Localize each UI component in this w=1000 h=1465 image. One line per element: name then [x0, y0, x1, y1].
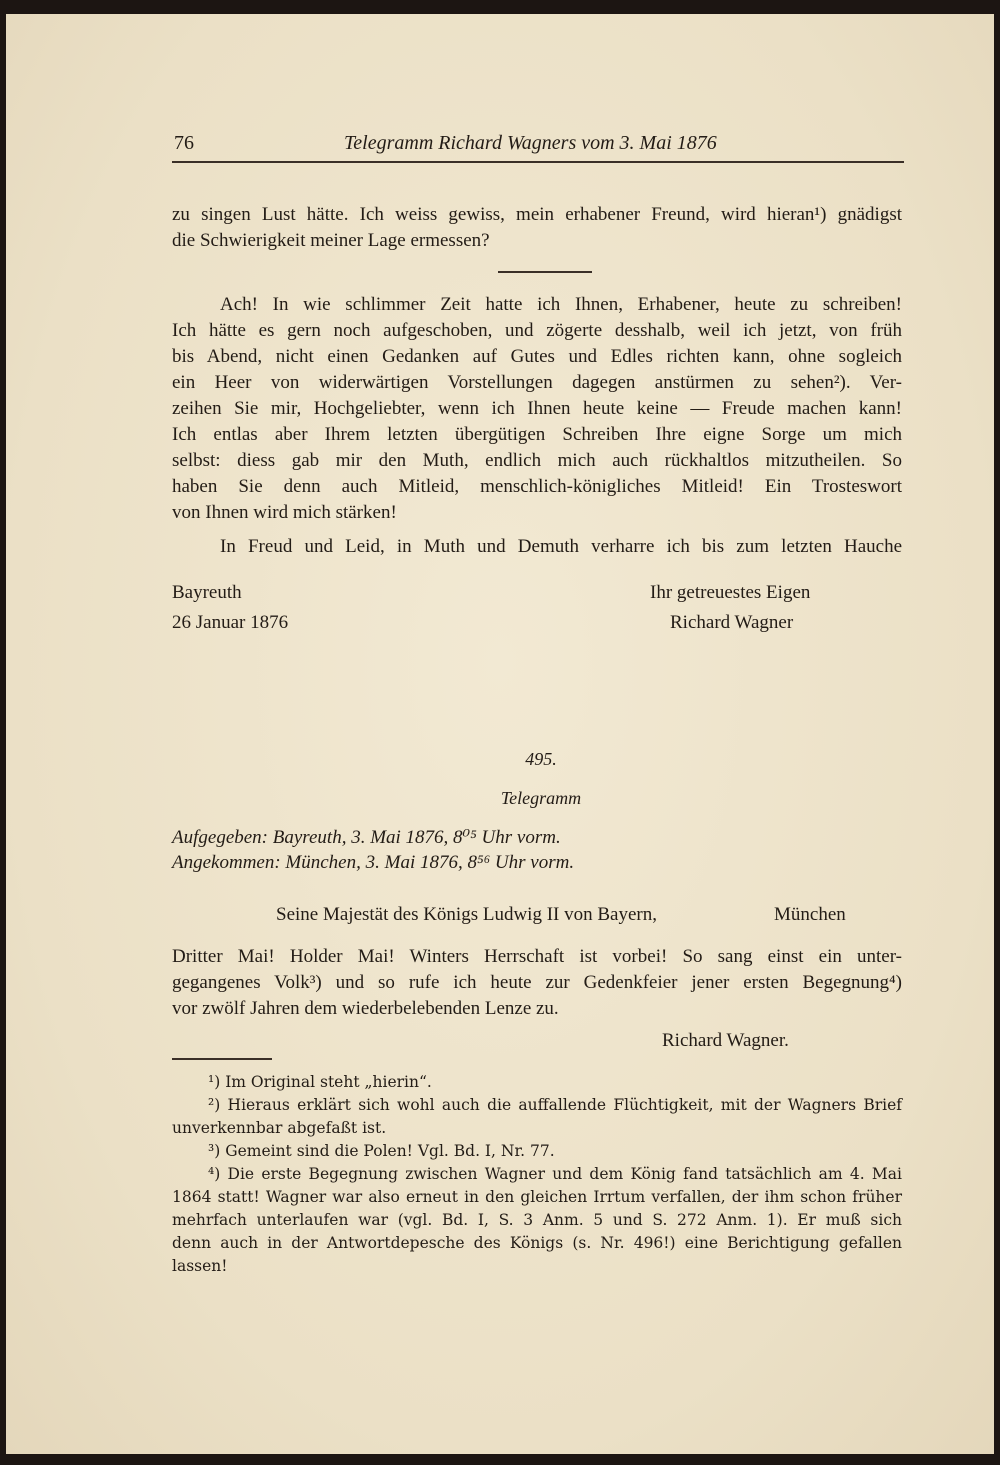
- text-line: von Ihnen wird mich stärken!: [172, 502, 397, 523]
- telegram-signature: Richard Wagner.: [662, 1030, 789, 1051]
- telegram-body: [172, 944, 902, 1022]
- text-line: zeihen Sie mir, Hochgeliebter, wenn ich Ihnen heute keine — Freude machen kann!: [172, 398, 902, 419]
- text-line: Ich hätte es gern noch aufgeschoben, und zögerte desshalb, weil ich jetzt, von früh: [172, 320, 902, 341]
- footnote-4-cont: mehrfach unterlaufen war (vgl. Bd. I, S. 3 Anm. 5 und S. 272 Anm. 1). Er muß sich: [172, 1211, 902, 1229]
- footnote-2-cont: unverkennbar abgefaßt ist.: [172, 1119, 387, 1137]
- document-number: 495.: [525, 749, 557, 769]
- text-line: selbst: diess gab mir den Muth, endlich mich auch rückhaltlos mitzutheilen. So: [172, 450, 902, 471]
- running-title: Telegramm Richard Wagners vom 3. Mai 1876: [344, 132, 717, 154]
- telegram-heading: Telegramm: [500, 788, 582, 808]
- letter-signature: Richard Wagner: [670, 612, 794, 633]
- telegram-received: Angekommen: München, 3. Mai 1876, 8⁵⁶ Uhr vorm.: [172, 852, 575, 873]
- page-number: 76: [174, 132, 194, 154]
- text-line: zu singen Lust hätte. Ich weiss gewiss, mein erhabener Freund, wird hieran¹) gnädigst: [172, 204, 902, 225]
- text-line: Ach! In wie schlimmer Zeit hatte ich Ihnen, Erhabener, heute zu schreiben!: [220, 294, 902, 315]
- telegram-addressee-city: München: [774, 904, 846, 925]
- letter-paragraph-3: [172, 534, 902, 560]
- text-line: die Schwierigkeit meiner Lage ermessen?: [172, 230, 490, 251]
- telegram-addressee: Seine Majestät des Königs Ludwig II von Bayern,: [276, 904, 657, 925]
- letter-place: Bayreuth: [172, 582, 242, 603]
- footnote-4-cont: 1864 statt! Wagner war also erneut in den gleichen Irrtum verfallen, der ihm schon früher: [172, 1188, 902, 1206]
- text-line: gegangenes Volk³) und so rufe ich heute zur Gedenkfeier jener ersten Begegnung⁴): [172, 972, 902, 993]
- footnote-rule: [172, 1058, 272, 1060]
- text-line: vor zwölf Jahren dem wiederbelebenden Lenze zu.: [172, 998, 559, 1019]
- letter-date: 26 Januar 1876: [172, 612, 289, 633]
- footnote-4-cont: denn auch in der Antwortdepesche des Königs (s. Nr. 496!) eine Berichtigung gefallen: [172, 1234, 902, 1252]
- text-line: Dritter Mai! Holder Mai! Winters Herrschaft ist vorbei! So sang einst ein unter-: [172, 946, 902, 967]
- book-page: [6, 14, 994, 1454]
- letter-paragraph-1: [172, 202, 902, 254]
- text-line: haben Sie denn auch Mitleid, menschlich-königliches Mitleid! Ein Trosteswort: [172, 476, 902, 497]
- letter-closing: Ihr getreuestes Eigen: [650, 582, 811, 603]
- text-line: bis Abend, nicht einen Gedanken auf Gutes und Edles richten kann, ohne sogleich: [172, 346, 902, 367]
- text-line: ein Heer von widerwärtigen Vorstellungen dagegen anstürmen zu sehen²). Ver-: [172, 372, 902, 393]
- section-separator: [498, 271, 592, 273]
- text-line: Ich entlas aber Ihrem letzten übergütigen Schreiben Ihre eigne Sorge um mich: [172, 424, 902, 445]
- header-rule: [172, 161, 904, 163]
- text-line: In Freud und Leid, in Muth und Demuth verharre ich bis zum letzten Hauche: [220, 536, 902, 557]
- footnote-4-cont: lassen!: [172, 1257, 228, 1275]
- footnote-2: ²) Hieraus erklärt sich wohl auch die auffallende Flüchtigkeit, mit der Wagners Brief: [208, 1096, 902, 1114]
- footnotes: [172, 1071, 902, 1278]
- letter-paragraph-2: [172, 292, 902, 526]
- footnote-1: ¹) Im Original steht „hierin“.: [208, 1073, 432, 1091]
- telegram-sent: Aufgegeben: Bayreuth, 3. Mai 1876, 8⁰⁵ Uhr vorm.: [172, 827, 561, 848]
- footnote-3: ³) Gemeint sind die Polen! Vgl. Bd. I, Nr. 77.: [208, 1142, 555, 1160]
- footnote-4: ⁴) Die erste Begegnung zwischen Wagner und dem König fand tatsächlich am 4. Mai: [208, 1165, 902, 1183]
